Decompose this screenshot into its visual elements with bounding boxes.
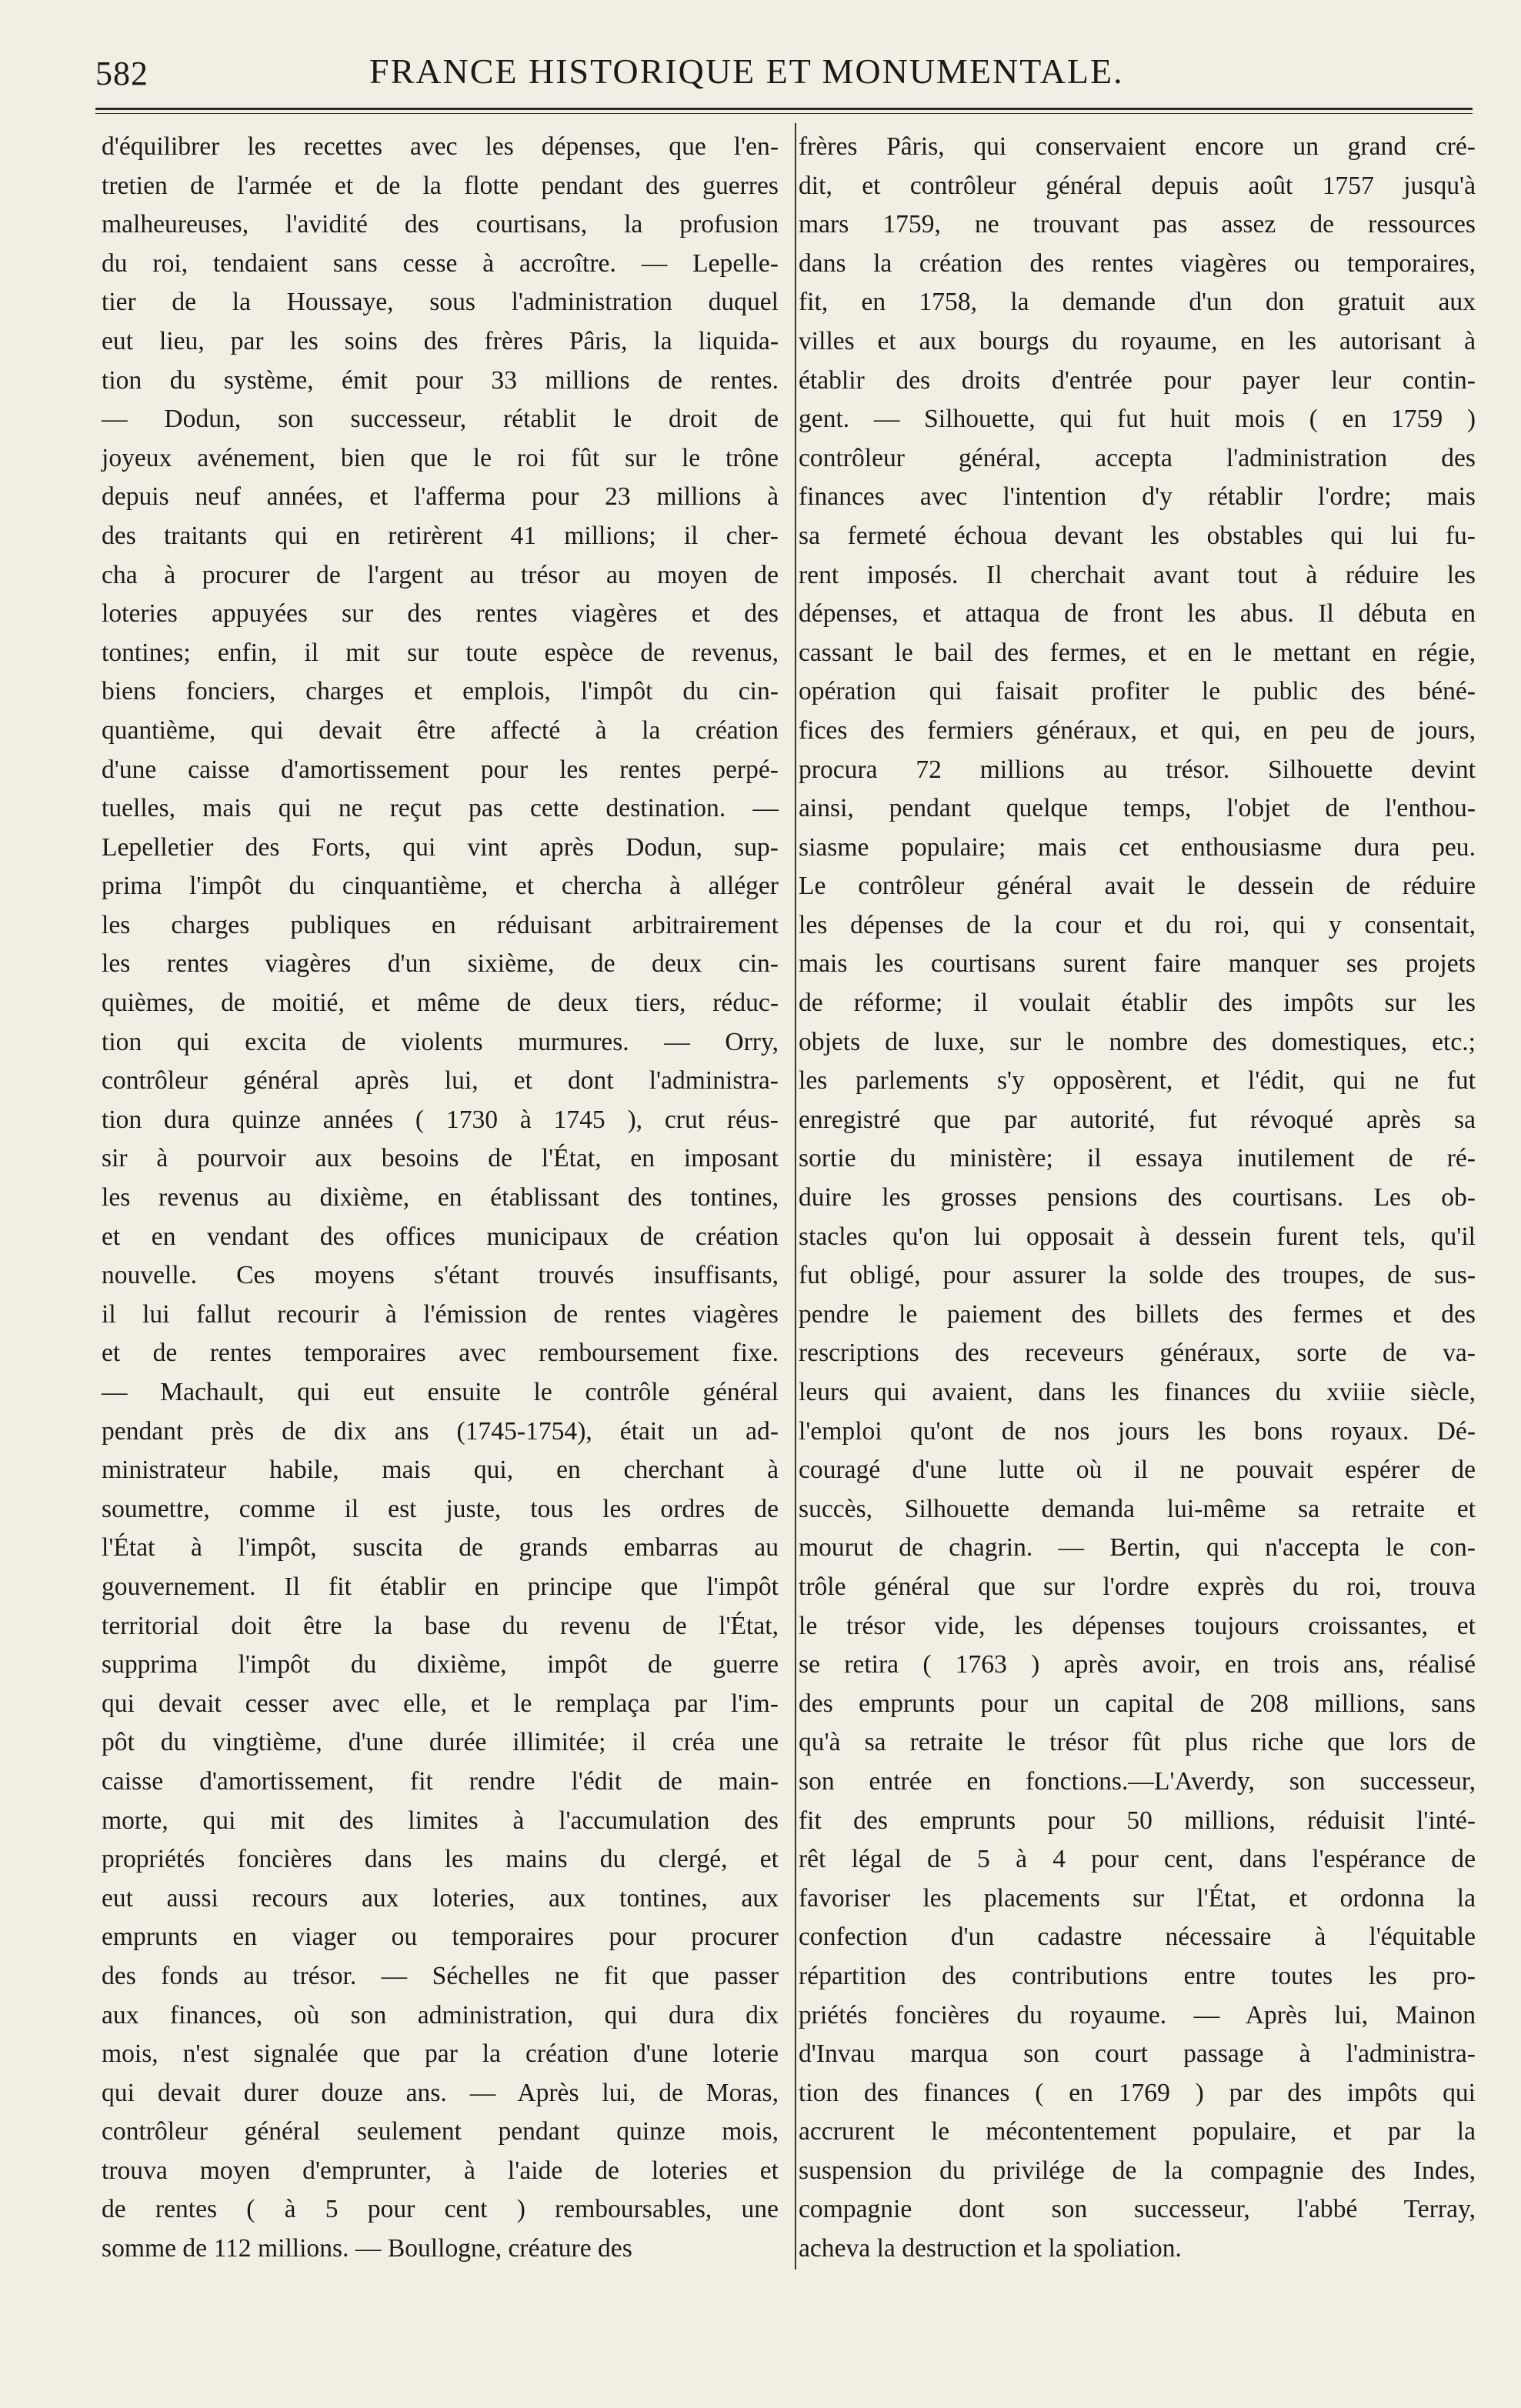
text-line: enregistré que par autorité, fut révoqué après sa: [799, 1105, 1476, 1134]
text-line: stacles qu'on lui opposait à dessein furent tels, qu'il: [799, 1222, 1476, 1251]
text-line: sortie du ministère; il essaya inutilement de ré-: [799, 1144, 1476, 1173]
text-line: — Machault, qui eut ensuite le contrôle général: [102, 1378, 779, 1406]
text-line: d'Invau marqua son court passage à l'administra-: [799, 2039, 1476, 2069]
text-line: emprunts en viager ou temporaires pour procurer: [102, 1923, 779, 1952]
text-line: mars 1759, ne trouvant pas assez de ressources: [799, 210, 1476, 239]
text-line: établir des droits d'entrée pour payer leur contin-: [799, 365, 1476, 395]
text-line: le trésor vide, les dépenses toujours croissantes, et: [799, 1611, 1476, 1640]
text-line: propriétés foncières dans les mains du clergé, et: [102, 1845, 779, 1874]
text-line: dépenses, et attaqua de front les abus. Il débuta en: [799, 599, 1476, 629]
text-line: dit, et contrôleur général depuis août 1757 jusqu'à: [799, 171, 1476, 200]
text-line: — Dodun, son successeur, rétablit le droit de: [102, 405, 779, 434]
text-line: les parlements s'y opposèrent, et l'édit, qui ne fut: [799, 1066, 1476, 1096]
text-line: eut aussi recours aux loteries, aux tontines, aux: [102, 1883, 779, 1913]
text-line: finances avec l'intention d'y rétablir l'ordre; mais: [799, 482, 1476, 512]
text-line: l'État à l'impôt, suscita de grands embarras au: [102, 1533, 779, 1563]
text-line: cha à procurer de l'argent au trésor au moyen de: [102, 560, 779, 589]
text-line: frères Pâris, qui conservaient encore un grand cré-: [799, 132, 1476, 161]
text-line: soumettre, comme il est juste, tous les ordres de: [102, 1494, 779, 1523]
text-line: aux finances, où son administration, qui dura dix: [102, 2000, 779, 2029]
text-line: tion dura quinze années ( 1730 à 1745 ), crut réus-: [102, 1105, 779, 1134]
text-line: rêt légal de 5 à 4 pour cent, dans l'espérance de: [799, 1845, 1476, 1874]
text-line: ministrateur habile, mais qui, en cherchant à: [102, 1456, 779, 1485]
text-line: morte, qui mit des limites à l'accumulation des: [102, 1806, 779, 1835]
text-line: tontines; enfin, il mit sur toute espèce de revenus,: [102, 638, 779, 667]
text-line: prima l'impôt du cinquantième, et chercha à alléger: [102, 872, 779, 901]
text-line: d'une caisse d'amortissement pour les rentes perpé-: [102, 755, 779, 784]
text-line: rescriptions des receveurs généraux, sorte de va-: [799, 1339, 1476, 1368]
header-rule: [95, 108, 1473, 110]
text-line: acheva la destruction et la spoliation.: [799, 2234, 1182, 2263]
header-rule-thin: [95, 113, 1473, 114]
text-line: somme de 112 millions. — Boullogne, créature des: [102, 2234, 632, 2263]
text-line: qui devait cesser avec elle, et le remplaça par l'im-: [102, 1689, 779, 1718]
text-line: qu'à sa retraite le trésor fût plus riche que lors de: [799, 1728, 1476, 1757]
text-line: des fonds au trésor. — Séchelles ne fit que passer: [102, 1961, 779, 1990]
text-line: les revenus au dixième, en établissant des tontines,: [102, 1183, 779, 1212]
left-text-column: [102, 128, 779, 2269]
text-line: des emprunts pour un capital de 208 millions, sans: [799, 1689, 1476, 1718]
text-line: tuelles, mais qui ne reçut pas cette destination. —: [102, 794, 779, 823]
text-line: joyeux avénement, bien que le roi fût sur le trône: [102, 443, 779, 472]
text-line: Le contrôleur général avait le dessein de réduire: [799, 872, 1476, 901]
text-line: trouva moyen d'emprunter, à l'aide de loteries et: [102, 2156, 779, 2185]
text-line: sa fermeté échoua devant les obstables qui lui fu-: [799, 521, 1476, 550]
text-line: leurs qui avaient, dans les finances du xviiie siècle,: [799, 1378, 1476, 1406]
text-line: mais les courtisans surent faire manquer ses projets: [799, 949, 1476, 979]
text-line: qui devait durer douze ans. — Après lui, de Moras,: [102, 2078, 779, 2107]
text-line: et en vendant des offices municipaux de création: [102, 1222, 779, 1251]
text-line: confection d'un cadastre nécessaire à l'équitable: [799, 1923, 1476, 1952]
right-text-column: [799, 128, 1476, 2269]
text-line: fut obligé, pour assurer la solde des troupes, de sus-: [799, 1261, 1476, 1290]
text-line: villes et aux bourgs du royaume, en les autorisant à: [799, 326, 1476, 355]
text-line: territorial doit être la base du revenu de l'État,: [102, 1611, 779, 1640]
text-line: suspension du privilége de la compagnie des Indes,: [799, 2156, 1476, 2185]
text-line: des traitants qui en retirèrent 41 millions; il cher-: [102, 521, 779, 550]
text-line: il lui fallut recourir à l'émission de rentes viagères: [102, 1299, 779, 1329]
text-line: couragé d'une lutte où il ne pouvait espérer de: [799, 1456, 1476, 1485]
text-line: gouvernement. Il fit établir en principe que l'impôt: [102, 1572, 779, 1601]
column-divider: [795, 123, 796, 2270]
text-line: pôt du vingtième, d'une durée illimitée; il créa une: [102, 1728, 779, 1757]
text-line: compagnie dont son successeur, l'abbé Terray,: [799, 2195, 1476, 2224]
text-line: contrôleur général, accepta l'administration des: [799, 443, 1476, 472]
text-line: dans la création des rentes viagères ou temporaires,: [799, 248, 1476, 278]
text-line: eut lieu, par les soins des frères Pâris, la liquida-: [102, 326, 779, 355]
text-line: trôle général que sur l'ordre exprès du roi, trouva: [799, 1572, 1476, 1601]
text-line: tion du système, émit pour 33 millions de rentes.: [102, 365, 779, 395]
text-line: d'équilibrer les recettes avec les dépenses, que l'en-: [102, 132, 779, 161]
text-line: nouvelle. Ces moyens s'étant trouvés insuffisants,: [102, 1261, 779, 1290]
text-line: tion qui excita de violents murmures. — Orry,: [102, 1027, 779, 1056]
text-line: malheureuses, l'avidité des courtisans, la profusion: [102, 210, 779, 239]
running-title: FRANCE HISTORIQUE ET MONUMENTALE.: [369, 52, 1124, 91]
text-line: les charges publiques en réduisant arbitrairement: [102, 910, 779, 939]
text-line: tier de la Houssaye, sous l'administration duquel: [102, 288, 779, 317]
text-line: sir à pourvoir aux besoins de l'État, en imposant: [102, 1144, 779, 1173]
text-line: quantième, qui devait être affecté à la création: [102, 715, 779, 745]
text-line: de rentes ( à 5 pour cent ) remboursables, une: [102, 2195, 779, 2224]
text-line: les dépenses de la cour et du roi, qui y consentait,: [799, 910, 1476, 939]
text-line: mois, n'est signalée que par la création d'une loterie: [102, 2039, 779, 2069]
text-line: caisse d'amortissement, fit rendre l'édit de main-: [102, 1766, 779, 1796]
text-line: priétés foncières du royaume. — Après lui, Mainon: [799, 2000, 1476, 2029]
text-line: fit, en 1758, la demande d'un don gratuit aux: [799, 288, 1476, 317]
text-line: quièmes, de moitié, et même de deux tiers, réduc-: [102, 989, 779, 1018]
text-line: son entrée en fonctions.—L'Averdy, son successeur,: [799, 1766, 1476, 1796]
text-line: les rentes viagères d'un sixième, de deux cin-: [102, 949, 779, 979]
text-line: pendre le paiement des billets des fermes et des: [799, 1299, 1476, 1329]
text-line: gent. — Silhouette, qui fut huit mois ( en 1759 ): [799, 405, 1476, 434]
text-line: rent imposés. Il cherchait avant tout à réduire les: [799, 560, 1476, 589]
text-line: duire les grosses pensions des courtisans. Les ob-: [799, 1183, 1476, 1212]
text-line: depuis neuf années, et l'afferma pour 23 millions à: [102, 482, 779, 512]
page-number: 582: [95, 55, 148, 92]
text-line: fices des fermiers généraux, et qui, en peu de jours,: [799, 715, 1476, 745]
text-line: mourut de chagrin. — Bertin, qui n'accepta le con-: [799, 1533, 1476, 1563]
text-line: contrôleur général après lui, et dont l'administra-: [102, 1066, 779, 1096]
text-line: contrôleur général seulement pendant quinze mois,: [102, 2117, 779, 2146]
text-line: se retira ( 1763 ) après avoir, en trois ans, réalisé: [799, 1650, 1476, 1679]
text-line: favoriser les placements sur l'État, et ordonna la: [799, 1883, 1476, 1913]
text-line: de réforme; il voulait établir des impôts sur les: [799, 989, 1476, 1018]
text-line: ainsi, pendant quelque temps, l'objet de l'enthou-: [799, 794, 1476, 823]
text-line: supprima l'impôt du dixième, impôt de guerre: [102, 1650, 779, 1679]
text-line: Lepelletier des Forts, qui vint après Dodun, sup-: [102, 832, 779, 862]
text-line: accrurent le mécontentement populaire, et par la: [799, 2117, 1476, 2146]
text-line: et de rentes temporaires avec remboursement fixe.: [102, 1339, 779, 1368]
text-line: opération qui faisait profiter le public des béné-: [799, 677, 1476, 706]
text-line: fit des emprunts pour 50 millions, réduisit l'inté-: [799, 1806, 1476, 1835]
text-line: procura 72 millions au trésor. Silhouette devint: [799, 755, 1476, 784]
text-line: objets de luxe, sur le nombre des domestiques, etc.;: [799, 1027, 1476, 1056]
text-line: du roi, tendaient sans cesse à accroître. — Lepelle-: [102, 248, 779, 278]
text-line: tion des finances ( en 1769 ) par des impôts qui: [799, 2078, 1476, 2107]
text-line: loteries appuyées sur des rentes viagères et des: [102, 599, 779, 629]
text-line: tretien de l'armée et de la flotte pendant des guerres: [102, 171, 779, 200]
text-line: siasme populaire; mais cet enthousiasme dura peu.: [799, 832, 1476, 862]
text-line: répartition des contributions entre toutes les pro-: [799, 1961, 1476, 1990]
text-line: l'emploi qu'ont de nos jours les bons royaux. Dé-: [799, 1416, 1476, 1446]
text-line: biens fonciers, charges et emplois, l'impôt du cin-: [102, 677, 779, 706]
text-line: cassant le bail des fermes, et en le mettant en régie,: [799, 638, 1476, 667]
text-line: succès, Silhouette demanda lui-même sa retraite et: [799, 1494, 1476, 1523]
text-line: pendant près de dix ans (1745-1754), était un ad-: [102, 1416, 779, 1446]
